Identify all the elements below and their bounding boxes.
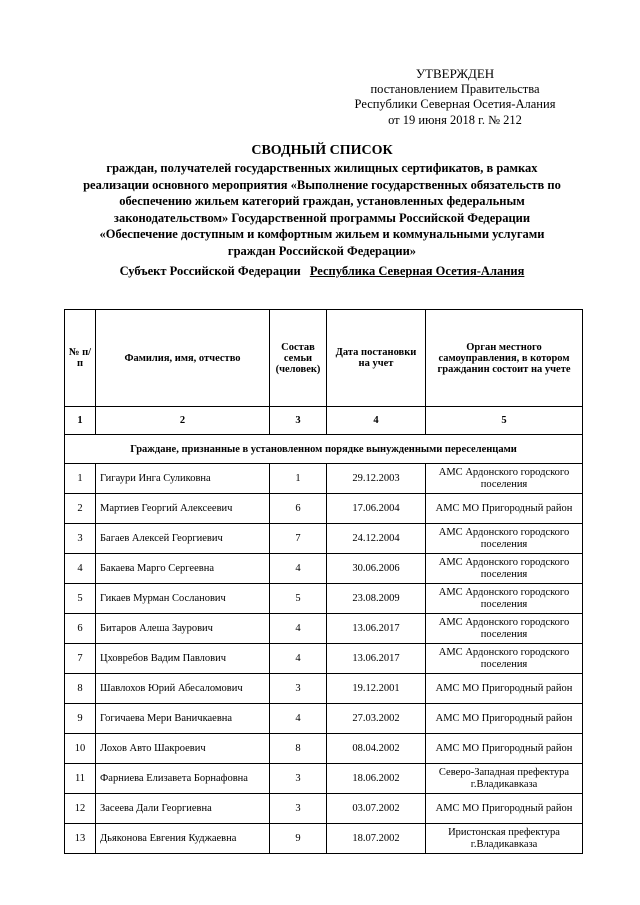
recipients-table: [64, 309, 583, 854]
row-authority: АМС Ардонского городского поселения: [426, 554, 583, 584]
section-row: [65, 435, 583, 464]
approved-decree: постановлением Правительства: [370, 81, 540, 96]
row-authority: АМС Ардонского городского поселения: [426, 524, 583, 554]
row-family-count: 4: [270, 614, 327, 644]
row-family-count: 3: [270, 674, 327, 704]
row-family-count: 9: [270, 824, 327, 854]
row-fio: Засеева Дали Георгиевна: [96, 794, 270, 824]
row-fio: Фарниева Елизавета Борнафовна: [96, 764, 270, 794]
row-number: 9: [65, 704, 96, 734]
row-authority: Иристонская префектура г.Владикавказа: [426, 824, 583, 854]
row-fio: Шавлохов Юрий Абесаломович: [96, 674, 270, 704]
table-row: [65, 764, 583, 794]
column-number: 1: [65, 407, 96, 435]
row-number: 1: [65, 464, 96, 494]
title-line-3: обеспечению жильем категорий граждан, установленных федеральным: [119, 194, 525, 208]
row-fio: Гогичаева Мери Ваничкаевна: [96, 704, 270, 734]
approval-stamp: [340, 66, 570, 128]
table-row: [65, 734, 583, 764]
approved-government: Республики Северная Осетия-Алания: [354, 97, 556, 111]
row-family-count: 4: [270, 554, 327, 584]
row-authority: АМС МО Пригородный район: [426, 494, 583, 524]
row-family-count: 4: [270, 704, 327, 734]
row-fio: Багаев Алексей Георгиевич: [96, 524, 270, 554]
table-row: [65, 524, 583, 554]
document-title: [60, 142, 584, 259]
approved-heading: УТВЕРЖДЕН: [415, 66, 495, 81]
row-family-count: 1: [270, 464, 327, 494]
row-registration-date: 03.07.2002: [327, 794, 426, 824]
row-registration-date: 08.04.2002: [327, 734, 426, 764]
section-title: Граждане, признанные в установленном порядке вынужденными переселенцами: [65, 435, 583, 464]
row-registration-date: 30.06.2006: [327, 554, 426, 584]
row-authority: АМС Ардонского городского поселения: [426, 644, 583, 674]
row-number: 12: [65, 794, 96, 824]
title-line-1: граждан, получателей государственных жилищных сертификатов, в рамках: [106, 161, 538, 175]
header-fio: Фамилия, имя, отчество: [96, 310, 270, 407]
row-number: 11: [65, 764, 96, 794]
row-authority: АМС Ардонского городского поселения: [426, 614, 583, 644]
row-number: 5: [65, 584, 96, 614]
row-registration-date: 27.03.2002: [327, 704, 426, 734]
row-registration-date: 13.06.2017: [327, 614, 426, 644]
table-row: [65, 644, 583, 674]
column-number: 5: [426, 407, 583, 435]
row-fio: Мартиев Георгий Алексеевич: [96, 494, 270, 524]
row-registration-date: 24.12.2004: [327, 524, 426, 554]
row-number: 4: [65, 554, 96, 584]
row-fio: Гикаев Мурман Сосланович: [96, 584, 270, 614]
row-registration-date: 13.06.2017: [327, 644, 426, 674]
column-number: 2: [96, 407, 270, 435]
approved-date: от 19 июня 2018 г. № 212: [388, 112, 522, 127]
title-line-5: «Обеспечение доступным и комфортным жильем и коммунальными услугами: [99, 227, 545, 241]
table-row: [65, 584, 583, 614]
column-number-row: [65, 407, 583, 435]
title-main: СВОДНЫЙ СПИСОК: [251, 143, 393, 158]
row-fio: Дьяконова Евгения Куджаевна: [96, 824, 270, 854]
row-authority: АМС МО Пригородный район: [426, 674, 583, 704]
table-row: [65, 794, 583, 824]
row-family-count: 7: [270, 524, 327, 554]
row-registration-date: 17.06.2004: [327, 494, 426, 524]
row-authority: АМС Ардонского городского поселения: [426, 584, 583, 614]
row-registration-date: 29.12.2003: [327, 464, 426, 494]
title-line-2: реализации основного мероприятия «Выполнение государственных обязательств по: [83, 177, 561, 192]
row-authority: Северо-Западная префектура г.Владикавказа: [426, 764, 583, 794]
row-number: 2: [65, 494, 96, 524]
row-registration-date: 18.07.2002: [327, 824, 426, 854]
table-row: [65, 554, 583, 584]
row-fio: Бакаева Марго Сергеевна: [96, 554, 270, 584]
column-number: 3: [270, 407, 327, 435]
subject-region: Республика Северная Осетия-Алания: [309, 264, 525, 278]
table-row: [65, 704, 583, 734]
header-num: № п/п: [65, 310, 96, 407]
row-registration-date: 18.06.2002: [327, 764, 426, 794]
table-row: [65, 464, 583, 494]
title-line-4: законодательством» Государственной программы Российской Федерации: [113, 210, 531, 225]
row-authority: АМС МО Пригородный район: [426, 794, 583, 824]
row-number: 13: [65, 824, 96, 854]
subject-label: Субъект Российской Федерации: [119, 264, 301, 278]
header-date: Дата постановки на учет: [327, 310, 426, 407]
row-authority: АМС Ардонского городского поселения: [426, 464, 583, 494]
row-fio: Лохов Авто Шакроевич: [96, 734, 270, 764]
row-family-count: 6: [270, 494, 327, 524]
row-family-count: 8: [270, 734, 327, 764]
row-fio: Цховребов Вадим Павлович: [96, 644, 270, 674]
table-row: [65, 674, 583, 704]
table-row: [65, 614, 583, 644]
row-family-count: 5: [270, 584, 327, 614]
header-org: Орган местного самоуправления, в котором гражданин состоит на учете: [426, 310, 583, 407]
row-number: 8: [65, 674, 96, 704]
table-row: [65, 824, 583, 854]
row-registration-date: 19.12.2001: [327, 674, 426, 704]
row-number: 7: [65, 644, 96, 674]
row-fio: Битаров Алеша Заурович: [96, 614, 270, 644]
table-body: [65, 464, 583, 854]
row-number: 3: [65, 524, 96, 554]
row-number: 10: [65, 734, 96, 764]
subject-line: [60, 264, 584, 279]
row-fio: Гигаури Инга Суликовна: [96, 464, 270, 494]
title-line-6: граждан Российской Федерации»: [227, 243, 417, 258]
row-family-count: 3: [270, 794, 327, 824]
table-row: [65, 494, 583, 524]
row-family-count: 3: [270, 764, 327, 794]
row-family-count: 4: [270, 644, 327, 674]
row-number: 6: [65, 614, 96, 644]
header-count: Состав семьи (человек): [270, 310, 327, 407]
column-number: 4: [327, 407, 426, 435]
row-registration-date: 23.08.2009: [327, 584, 426, 614]
row-authority: АМС МО Пригородный район: [426, 734, 583, 764]
table-header-row: [65, 310, 583, 407]
row-authority: АМС МО Пригородный район: [426, 704, 583, 734]
